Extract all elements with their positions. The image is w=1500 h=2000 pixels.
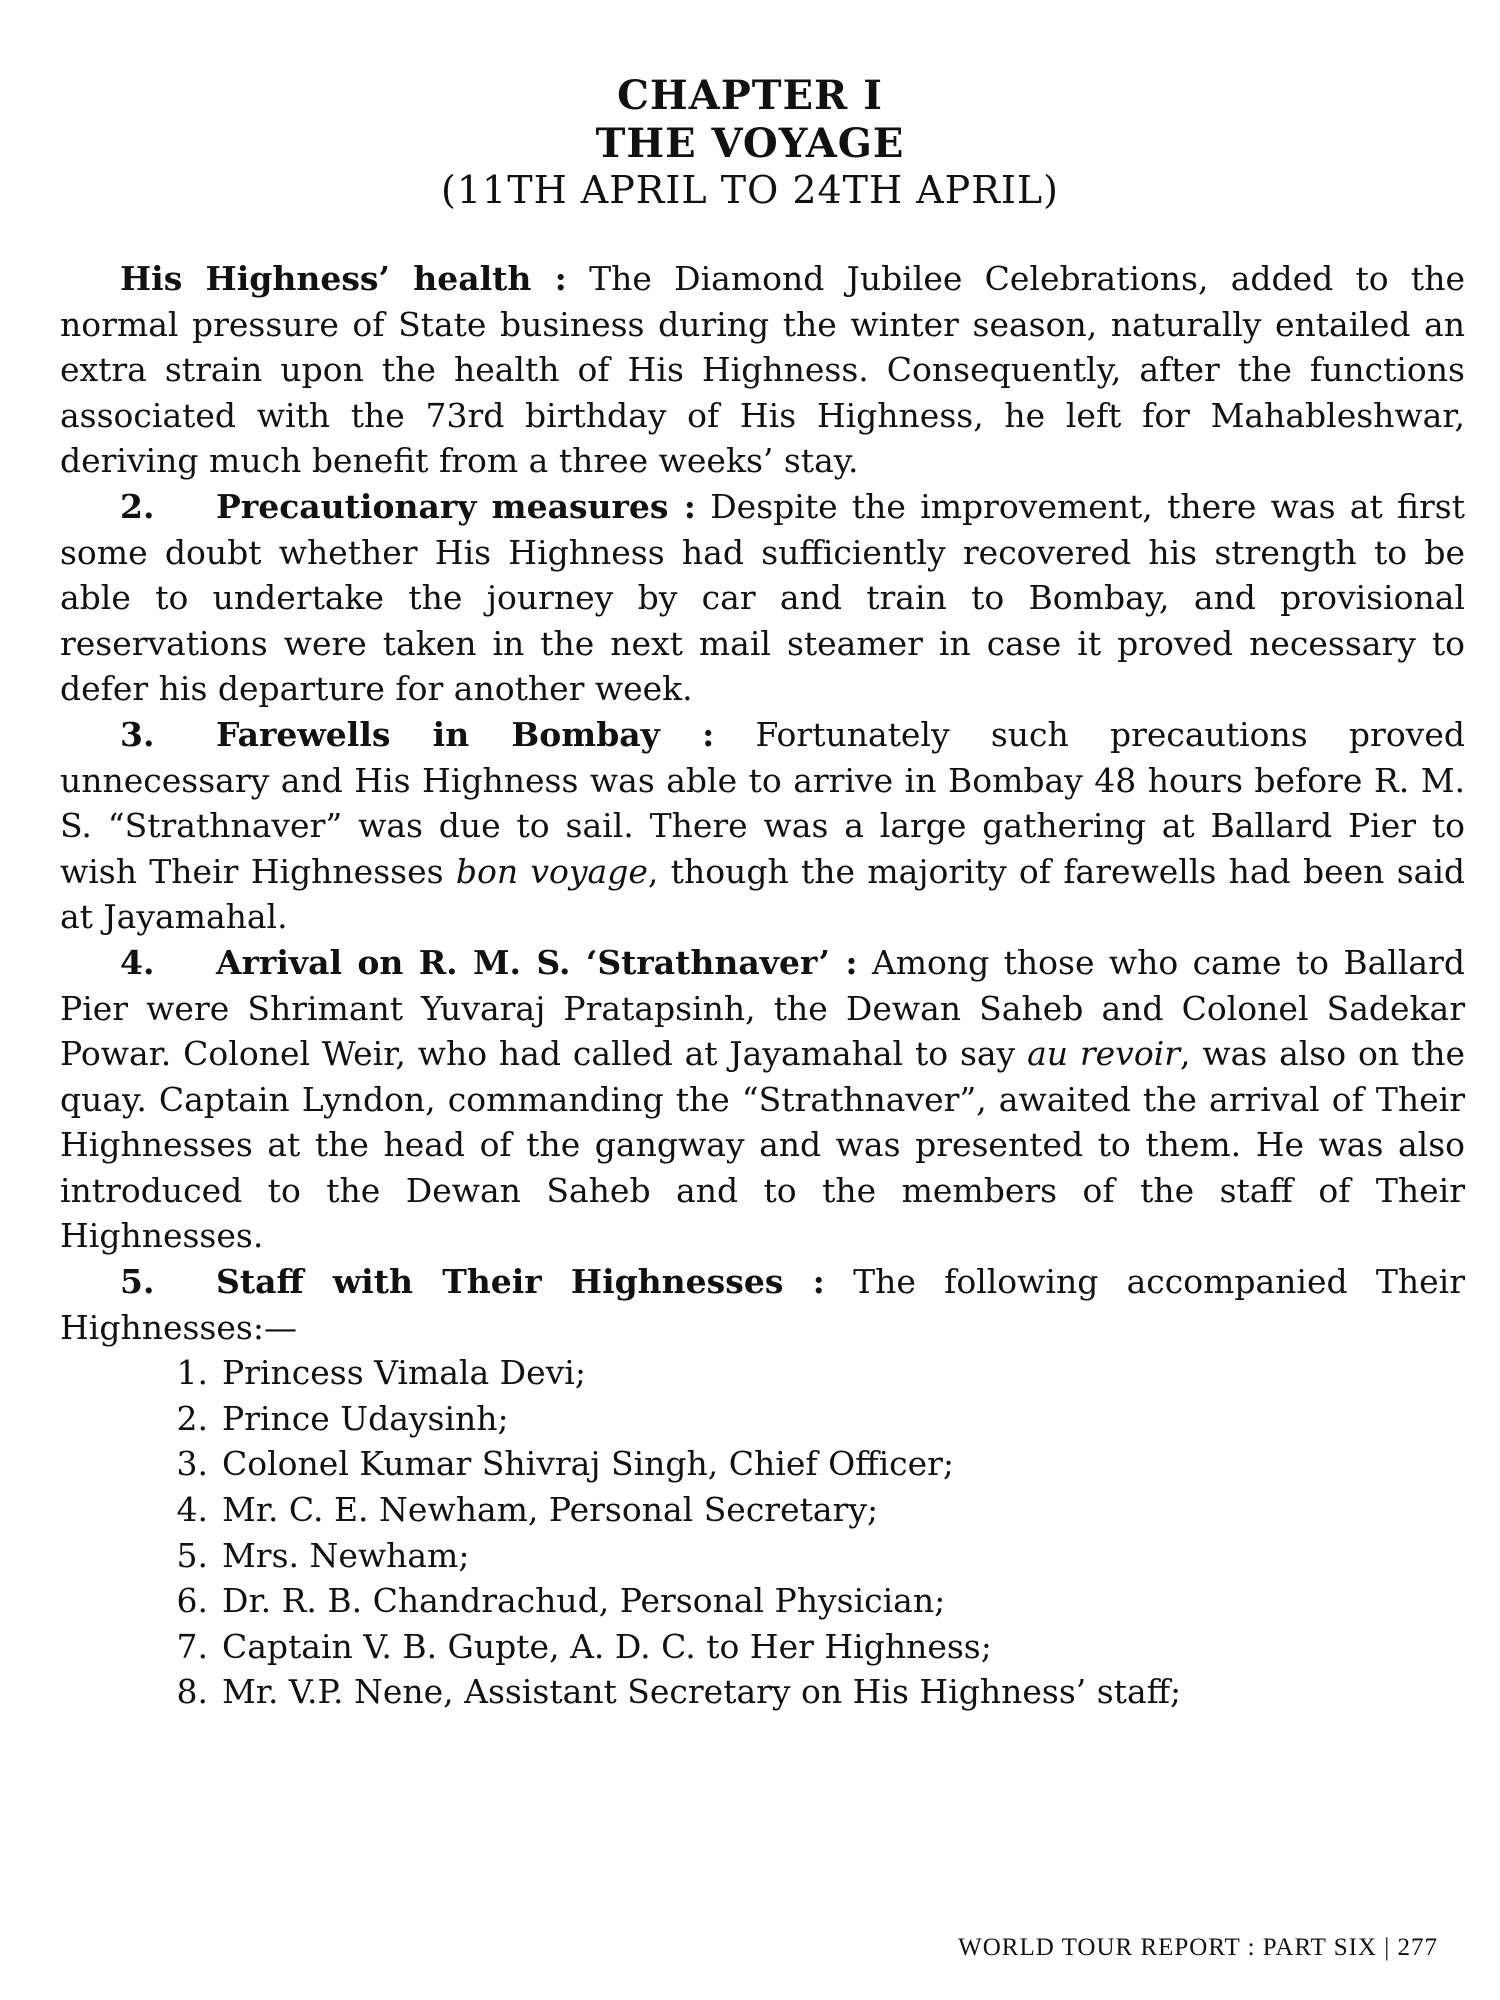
- paragraph-heading: Farewells in Bombay :: [216, 714, 715, 754]
- list-item-text: Captain V. B. Gupte, A. D. C. to Her Highness;: [222, 1626, 992, 1666]
- chapter-dates: (11TH APRIL TO 24TH APRIL): [441, 168, 1059, 212]
- paragraph-heading: Precautionary measures :: [216, 486, 696, 526]
- list-item-text: Colonel Kumar Shivraj Singh, Chief Officer;: [222, 1444, 955, 1484]
- paragraph-text-end: , though the majority of farewells had been said at Jayamahal.: [60, 851, 1466, 937]
- paragraph-heading: His Highness’ health :: [120, 259, 567, 298]
- page-footer: WORLD TOUR REPORT : PART SIX | 277: [958, 1934, 1438, 1961]
- paragraph-number: 5.: [120, 1262, 155, 1302]
- list-item: [60, 1441, 1465, 1487]
- chapter-title: THE VOYAGE: [595, 120, 905, 167]
- paragraph-text: The following accompanied Their Highnesses:—: [60, 1262, 1465, 1347]
- paragraph-precautionary: [60, 484, 1465, 712]
- paragraph-heading: Arrival on R. M. S. ‘Strathnaver’ :: [216, 942, 858, 982]
- paragraph-health: [60, 256, 1465, 484]
- paragraph-farewells: [60, 712, 1465, 940]
- list-item-number: 6.: [176, 1581, 208, 1621]
- paragraph-italic: bon voyage: [455, 851, 648, 891]
- list-item: [60, 1624, 1465, 1670]
- paragraph-text: Fortunately such precautions proved unnecessary and His Highness was able to arrive in Bombay 48 hours before R. M. S. “Strathnaver” was due to sail. There was a large gathering at Ballard Pier to wish Their Highnesses: [60, 714, 1465, 891]
- paragraph-heading: Staff with Their Highnesses :: [216, 1262, 825, 1302]
- paragraph-text-end: , was also on the quay. Captain Lyndon, commanding the “Strathnaver”, awaited the arrival of Their Highnesses at the head of the gangway and was presented to them. He was also introduced to the Dewan Saheb and to the members of the staff of Their Highnesses.: [60, 1034, 1466, 1256]
- list-item: [60, 1669, 1465, 1715]
- list-item: [60, 1396, 1465, 1442]
- paragraph-text: The Diamond Jubilee Celebrations, added to the normal pressure of State business during the winter season, naturally entailed an extra strain upon the health of His Highness. Consequently, after the functions associated with the 73rd birthday of His Highness, he left for Mahableshwar, deriving much benefit from a three weeks’ stay.: [60, 259, 1465, 481]
- paragraph-arrival: [60, 940, 1465, 1259]
- list-item: [60, 1578, 1465, 1624]
- body-text: [60, 256, 1465, 1715]
- list-item-number: 8.: [176, 1672, 208, 1712]
- paragraph-number: 2.: [120, 486, 155, 526]
- list-item-text: Mr. C. E. Newham, Personal Secretary;: [222, 1490, 879, 1530]
- paragraph-italic: au revoir: [1027, 1034, 1181, 1074]
- list-item: [60, 1350, 1465, 1396]
- staff-list: [60, 1350, 1465, 1715]
- list-item-text: Prince Udaysinh;: [222, 1398, 509, 1438]
- list-item: [60, 1487, 1465, 1533]
- paragraph-text: Despite the improvement, there was at first some doubt whether His Highness had sufficiently recovered his strength to be able to undertake the journey by car and train to Bombay, and provisional reservations were taken in the next mail steamer in case it proved necessary to defer his departure for another week.: [60, 486, 1465, 709]
- paragraph-text: Among those who came to Ballard Pier were Shrimant Yuvaraj Pratapsinh, the Dewan Saheb and Colonel Sadekar Powar. Colonel Weir, who had called at Jayamahal to say: [60, 942, 1465, 1074]
- list-item-text: Dr. R. B. Chandrachud, Personal Physician;: [222, 1581, 946, 1621]
- paragraph-number: 4.: [120, 942, 155, 982]
- list-item-text: Mr. V.P. Nene, Assistant Secretary on His Highness’ staff;: [222, 1672, 1182, 1712]
- list-item-number: 7.: [176, 1626, 208, 1666]
- list-item-number: 1.: [176, 1353, 208, 1393]
- list-item-number: 5.: [176, 1535, 208, 1575]
- list-item: [60, 1533, 1465, 1579]
- list-item-text: Princess Vimala Devi;: [222, 1353, 586, 1393]
- list-item-number: 2.: [176, 1398, 208, 1438]
- paragraph-number: 3.: [120, 714, 155, 754]
- list-item-number: 3.: [176, 1444, 208, 1484]
- paragraph-staff: [60, 1259, 1465, 1350]
- list-item-number: 4.: [176, 1490, 208, 1530]
- chapter-number: CHAPTER I: [617, 72, 883, 119]
- list-item-text: Mrs. Newham;: [222, 1535, 470, 1575]
